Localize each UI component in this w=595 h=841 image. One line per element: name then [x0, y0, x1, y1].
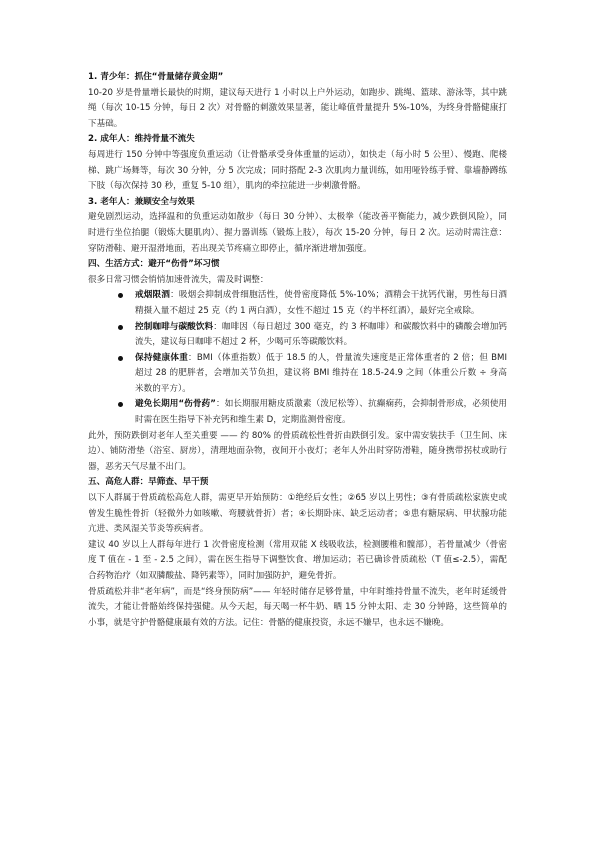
lifestyle-list [88, 288, 507, 428]
list-item [118, 288, 507, 319]
list-item-label: 控制咖啡与碳酸饮料 [135, 321, 214, 332]
list-item-text: ：吸烟会抑制成骨细胞活性，使骨密度降低 5%-10%；酒精会干扰钙代谢，男性每日酒精摄入量不超过 25 克（约 1 两白酒），女性不超过 15 克（约半杯红酒），最好完全戒除。 [135, 290, 507, 316]
section-heading-high-risk: 五、高危人群：早筛查、早干预 [88, 477, 209, 488]
list-item-label: 保持健康体重 [135, 352, 189, 363]
closing-paragraph: 骨质疏松并非“老年病”，而是“终身预防病”—— 年轻时储存足够骨量，中年时维持骨量不流失，老年时延缓骨流失，才能让骨骼始终保持强健。从今天起，每天喝一杯牛奶、晒 15 分钟太阳、走 30 分钟路，这些简单的小事，就是守护骨骼健康最有效的方法。记住：骨骼的健康投资，永远不嫌早，也永远不嫌晚。 [88, 586, 507, 628]
list-item-text: ：如长期服用糖皮质激素（泼尼松等）、抗癫痫药，会抑制骨形成，必须使用时需在医生指导下补充钙和维生素 D，定期监测骨密度。 [135, 399, 508, 426]
list-item-label: 戒烟限酒 [135, 290, 171, 301]
list-item-text: ：BMI（体重指数）低于 18.5 的人，骨量流失速度是正常体重者的 2 倍；但 BMI 超过 28 的肥胖者，会增加关节负担，建议将 BMI 维持在 18.5-24.9 之间（体重公斤数 ÷ 身高米数的平方）。 [135, 352, 507, 394]
list-item-text: ：咖啡因（每日超过 300 毫克，约 3 杯咖啡）和碳酸饮料中的磷酸会增加钙流失，建议每日咖啡不超过 2 杯，少喝可乐等碳酸饮料。 [135, 321, 507, 348]
list-item [118, 397, 507, 428]
section-intro-lifestyle: 很多日常习惯会悄悄加速骨流失，需及时调整： [88, 274, 269, 285]
section-body-adults: 每周进行 150 分钟中等强度负重运动（让骨骼承受身体重量的运动），如快走（每小时 5 公里）、慢跑、爬楼梯、跳广场舞等，每次 30 分钟，分 5 次完成；同时搭配 2-3 次肌肉力量训练，如用哑铃练手臂、靠墙静蹲练下肢（每次保持 30 秒，重复 5-10 组），肌肉的牵拉能进一步刺激骨骼。 [88, 149, 507, 192]
section-body-elderly: 避免剧烈运动，选择温和的负重运动如散步（每日 30 分钟）、太极拳（能改善平衡能力，减少跌倒风险），同时进行坐位抬腿（锻炼大腿肌肉）、握力器训练（锻炼上肢），每次 15-20 分钟，每日 2 次。运动时需注意：穿防滑鞋、避开湿滑地面，若出现关节疼痛立即停止，循序渐进增加强度。 [88, 212, 507, 254]
section-body-teens: 10-20 岁是骨量增长最快的时期，建议每天进行 1 小时以上户外运动，如跑步、跳绳、篮球、游泳等，其中跳绳（每次 10-15 分钟，每日 2 次）对骨骼的刺激效果显著，能让峰值骨量提升 5%-10%，为终身骨骼健康打下基础。 [88, 87, 507, 129]
bullet-icon [118, 293, 123, 298]
list-item-label: 避免长期用“伤骨药” [135, 399, 216, 410]
section-heading-adults: 2. 成年人：维持骨量不流失 [88, 134, 195, 145]
list-item [118, 320, 507, 351]
section-heading-elderly: 3. 老年人：兼顾安全与效果 [88, 196, 195, 207]
bullet-icon [118, 402, 123, 407]
section-heading-lifestyle: 四、生活方式：避开“伤骨”坏习惯 [88, 259, 220, 270]
bullet-icon [118, 325, 123, 330]
section-body-high-risk-groups: 以下人群属于骨质疏松高危人群，需更早开始预防：①绝经后女性；②65 岁以上男性；③有骨质疏松家族史或曾发生脆性骨折（轻微外力如咳嗽、弯腰就骨折）者；④长期卧床、缺乏运动者；⑤患有糖尿病、甲状腺功能亢进、类风湿关节炎等疾病者。 [88, 493, 507, 535]
section-outro-lifestyle: 此外，预防跌倒对老年人至关重要 —— 约 80% 的骨质疏松性骨折由跌倒引发。家中需安装扶手（卫生间、床边）、铺防滑垫（浴室、厨房），清理地面杂物，夜间开小夜灯；老年人外出时穿防滑鞋，随身携带拐杖或助行器，恶劣天气尽量不出门。 [88, 430, 507, 472]
list-item [118, 351, 507, 398]
bullet-icon [118, 356, 123, 361]
section-heading-teens: 1. 青少年：抓住“骨量储存黄金期” [88, 72, 224, 82]
section-body-high-risk-screening: 建议 40 岁以上人群每年进行 1 次骨密度检测（常用双能 X 线吸收法，检测腰椎和髋部），若骨量减少（骨密度 T 值在 - 1 至 - 2.5 之间），需在医生指导下调整饮食、增加运动；若已确诊骨质疏松（T 值≤-2.5），需配合药物治疗（如双膦酸盐、降钙素等），同时加强防护，避免骨折。 [88, 539, 507, 581]
